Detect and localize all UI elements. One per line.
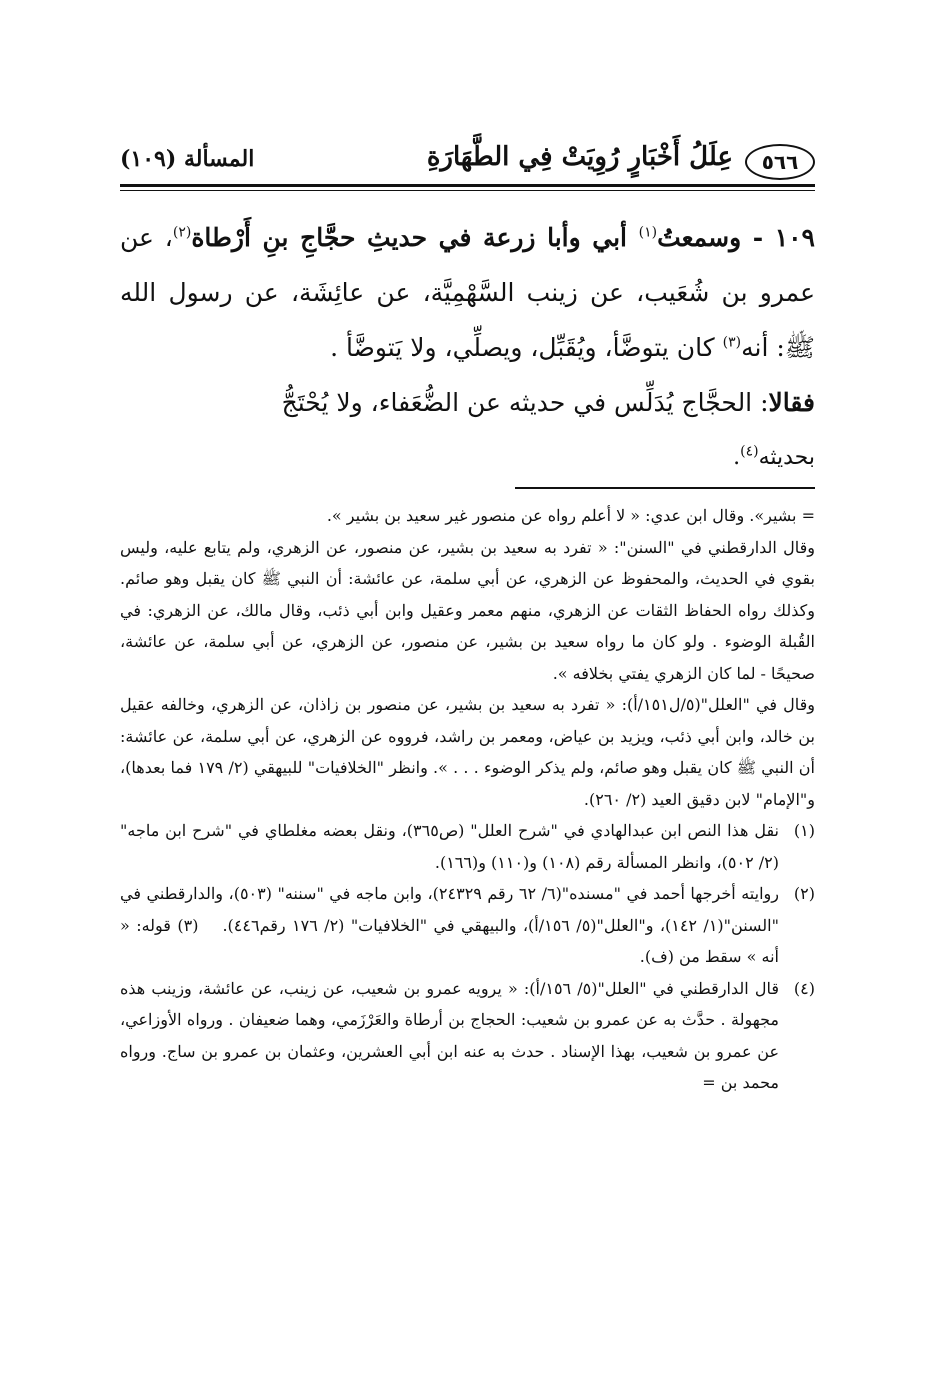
running-header	[120, 138, 815, 184]
footnote-number: (١)	[793, 821, 815, 840]
footnote-3-number: (٣)	[177, 915, 199, 935]
isnad-text: ، عن عمرو بن شُعَيب، عن زينب السَّهْمِيَّة، عن عائِشَة، عن رسول الله ﷺ: أنه	[120, 223, 815, 362]
footnote-text: نقل هذا النص ابن عبدالهادي في "شرح العلل" (ص٣٦٥)، ونقل بعضه مغلطاي في "شرح ابن ماجه" (٢/ ٥٠٢)، وانظر المسألة رقم (١٠٨) و(١١٠) و(١٦٦).	[120, 821, 780, 872]
narration-subject: أبي وأبا زرعة في حديثِ حجَّاجِ بنِ أَرْطاة	[191, 223, 639, 252]
footnote-continuation: وقال في "العلل"(٥/ل١٥١/أ): « تفرد به سعيد بن بشير، عن منصور بن زاذان، عن الزهري، وخالفه عقيل بن خالد، وابن أبي ذئب، ويزيد بن عياض، ومعمر بن راشد، فرووه عن الزهري، عن أبي سلمة، عن عائشة: أن النبي ﷺ كان يقبل وهو صائم، ولم يذكر الوضوء . . . ». وانظر "الخلافيات" للبيهقي (٢/ ١٧٩ فما بعدها)، و"الإمام" لابن دقيق العيد (٢/ ٢٦٠).	[120, 695, 815, 809]
page-number-badge	[745, 144, 815, 180]
footnote-1	[120, 815, 815, 878]
footnote-ref-3[interactable]: (٣)	[722, 334, 742, 351]
footnote-continuation: = بشير». وقال ابن عدي: « لا أعلم رواه عن منصور غير سعيد بن بشير ».	[326, 506, 815, 525]
issue-label: المسألة (١٠٩)	[120, 146, 255, 172]
page-number: ٥٦٦	[761, 150, 799, 174]
footnote-ref-2[interactable]: (٢)	[172, 224, 192, 241]
verdict-last-word: بحديثه	[758, 445, 815, 470]
footnote-2-text: روايته أخرجها أحمد في "مسنده"(٦/ ٦٢ رقم ٢٤٣٢٩)، وابن ماجه في "سننه" (٥٠٣)، والدارقطني في "السنن"(١/ ١٤٢)، و"العلل"(٥/ ١٥٦/أ)، والبيهقي في "الخلافيات" (٢/ ١٧٦ رقم٤٤٦).	[120, 884, 779, 935]
footnote-ref-4[interactable]: (٤)	[740, 443, 759, 460]
issue-dash: -	[741, 223, 775, 252]
verdict-lead: فقالا	[768, 388, 815, 417]
footnote-number: (٤)	[793, 978, 815, 998]
footnote-4	[120, 973, 815, 1099]
footnote-separator	[515, 487, 815, 489]
footnote-ref-1[interactable]: (١)	[638, 224, 658, 241]
footnote-number: (٢)	[793, 884, 815, 903]
header-rule-thin	[120, 190, 815, 191]
header-rule	[120, 184, 815, 187]
footnote-2	[120, 878, 815, 973]
book-title: عِلَلُ أَخْبَارٍ رُوِيَتْ فِي الطَّهَارَةِ	[426, 142, 733, 172]
footnote-3-text: قوله: « أنه » سقط من (ف).	[120, 915, 779, 966]
footnote-text: قال الدارقطني في "العلل"(٥/ ١٥٦/أ): « يرويه عمرو بن شعيب، عن زينب، عن عائشة، وزينب هذه مجهولة . حدَّث به عن عمرو بن شعيب: الحجاج بن أرطاة والعَرْزَمي، وهما ضعيفان . ورواه الأوزاعي، عن عمرو بن شعيب، بهذا الإسناد . حدث به عنه ابن أبي العشرين، وعثمان بن عمرو بن ساج. ورواه محمد بن =	[120, 978, 779, 1092]
verdict-text: : الحجَّاج يُدَلِّس في حديثه عن الضُّعَفاء، ولا يُحْتَجُّ	[281, 388, 769, 417]
main-paragraph-2	[120, 375, 815, 430]
main-text	[120, 210, 815, 485]
verdict-period: .	[733, 445, 741, 470]
main-paragraph-2-end	[120, 430, 815, 485]
opening-word: وسمعتُ	[657, 223, 742, 252]
issue-number: ١٠٩	[774, 223, 815, 252]
footnote-continuation: وقال الدارقطني في "السنن": « تفرد به سعيد بن بشير، عن منصور، عن الزهري، ولم يتابع عليه، وليس بقوي في الحديث، والمحفوظ عن الزهري، عن أبي سلمة، عن عائشة: أن النبي ﷺ كان يقبل وهو صائم. وكذلك رواه الحفاظ الثقات عن الزهري، منهم معمر وعقيل وابن أبي ذئب، وقال مالك، عن الزهري: في القُبلة الوضوء . ولو كان ما رواه سعيد بن بشير، عن منصور، عن الزهري، عن أبي سلمة، عن عائشة، صحيحًا - لما كان الزهري يفتي بخلافه ».	[120, 537, 815, 683]
main-paragraph-1	[120, 210, 815, 375]
matn-text: كان يتوضَّأ، ويُقَبِّل، ويصلِّي، ولا يَتوضَّأ .	[330, 333, 723, 362]
footnotes	[120, 500, 815, 1099]
footnote-text	[120, 878, 779, 973]
